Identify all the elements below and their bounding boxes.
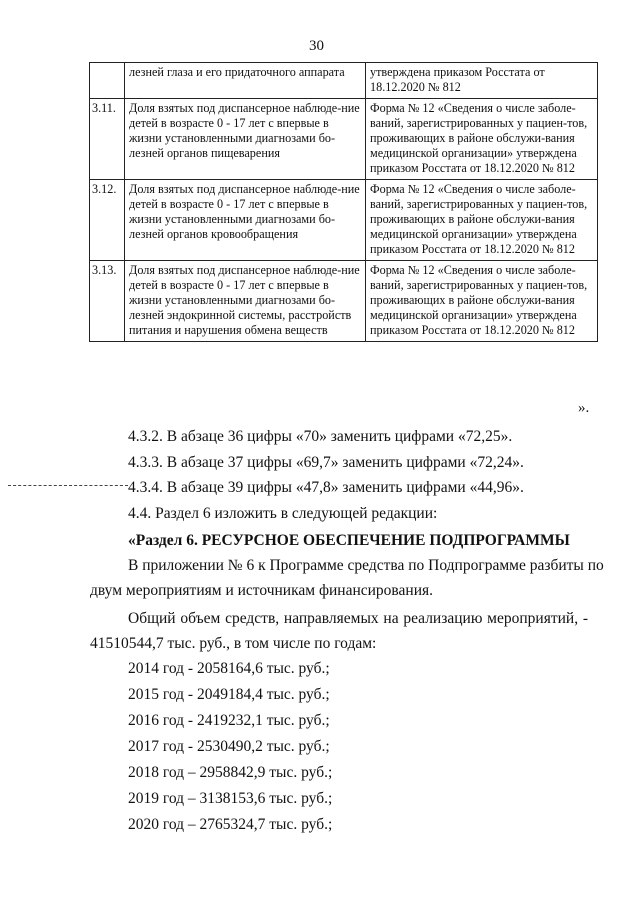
table-row [90, 180, 598, 261]
indicator-name: Доля взятых под диспансерное наблюде-ние детей в возрасте 0 - 17 лет с впервые в жизни установленными диагнозами бо-лезней органов пищеварения [125, 99, 366, 180]
row-number: 3.13. [90, 261, 125, 342]
paragraph-4-3-4: 4.3.4. В абзаце 39 цифры «47,8» заменить цифрами «44,96». [128, 479, 524, 496]
row-number: 3.11. [90, 99, 125, 180]
margin-dash-line [8, 485, 128, 486]
year-line: 2016 год - 2419232,1 тыс. руб.; [128, 712, 330, 729]
indicators-table [89, 62, 598, 342]
section-title: «Раздел 6. РЕСУРСНОЕ ОБЕСПЕЧЕНИЕ ПОДПРОГРАММЫ [128, 532, 570, 549]
appendix-paragraph-line2: двум мероприятиям и источникам финансирования. [90, 582, 434, 599]
page-number: 30 [309, 38, 324, 54]
data-source: Форма № 12 «Сведения о числе заболе-ваний, зарегистрированных у пациен-тов, проживающих в районе обслужи-вания медицинской организации» утверждена приказом Росстата от 18.12.2020 № 812 [366, 99, 598, 180]
total-paragraph-line1: Общий объем средств, направляемых на реализацию мероприятий, - [128, 610, 588, 627]
closing-quote: ». [578, 400, 590, 416]
paragraph-4-3-2: 4.3.2. В абзаце 36 цифры «70» заменить цифрами «72,25». [128, 428, 513, 445]
year-line: 2017 год - 2530490,2 тыс. руб.; [128, 738, 330, 755]
table-row [90, 261, 598, 342]
indicator-name: Доля взятых под диспансерное наблюде-ние детей в возрасте 0 - 17 лет с впервые в жизни установленными диагнозами бо-лезней эндокринной системы, расстройств питания и нарушения обмена веществ [125, 261, 366, 342]
indicator-name: лезней глаза и его придаточного аппарата [125, 63, 366, 99]
data-source: Форма № 12 «Сведения о числе заболе-ваний, зарегистрированных у пациен-тов, проживающих в районе обслужи-вания медицинской организации» утверждена приказом Росстата от 18.12.2020 № 812 [366, 261, 598, 342]
year-line: 2020 год – 2765324,7 тыс. руб.; [128, 816, 333, 833]
table-row [90, 99, 598, 180]
row-number: 3.12. [90, 180, 125, 261]
data-source: Форма № 12 «Сведения о числе заболе-ваний, зарегистрированных у пациен-тов, проживающих в районе обслужи-вания медицинской организации» утверждена приказом Росстата от 18.12.2020 № 812 [366, 180, 598, 261]
table-row [90, 63, 598, 99]
paragraph-4-4: 4.4. Раздел 6 изложить в следующей редакции: [128, 505, 438, 522]
row-number [90, 63, 125, 99]
year-line: 2015 год - 2049184,4 тыс. руб.; [128, 686, 330, 703]
year-line: 2014 год - 2058164,6 тыс. руб.; [128, 660, 330, 677]
year-line: 2019 год – 3138153,6 тыс. руб.; [128, 790, 333, 807]
paragraph-4-3-3: 4.3.3. В абзаце 37 цифры «69,7» заменить цифрами «72,24». [128, 454, 524, 471]
indicator-name: Доля взятых под диспансерное наблюде-ние детей в возрасте 0 - 17 лет с впервые в жизни установленными диагнозами бо-лезней органов кровообращения [125, 180, 366, 261]
data-source: утверждена приказом Росстата от 18.12.2020 № 812 [366, 63, 598, 99]
appendix-paragraph-line1: В приложении № 6 к Программе средства по Подпрограмме разбиты по [128, 557, 604, 574]
total-paragraph-line2: 41510544,7 тыс. руб., в том числе по годам: [90, 635, 377, 652]
year-line: 2018 год – 2958842,9 тыс. руб.; [128, 764, 333, 781]
